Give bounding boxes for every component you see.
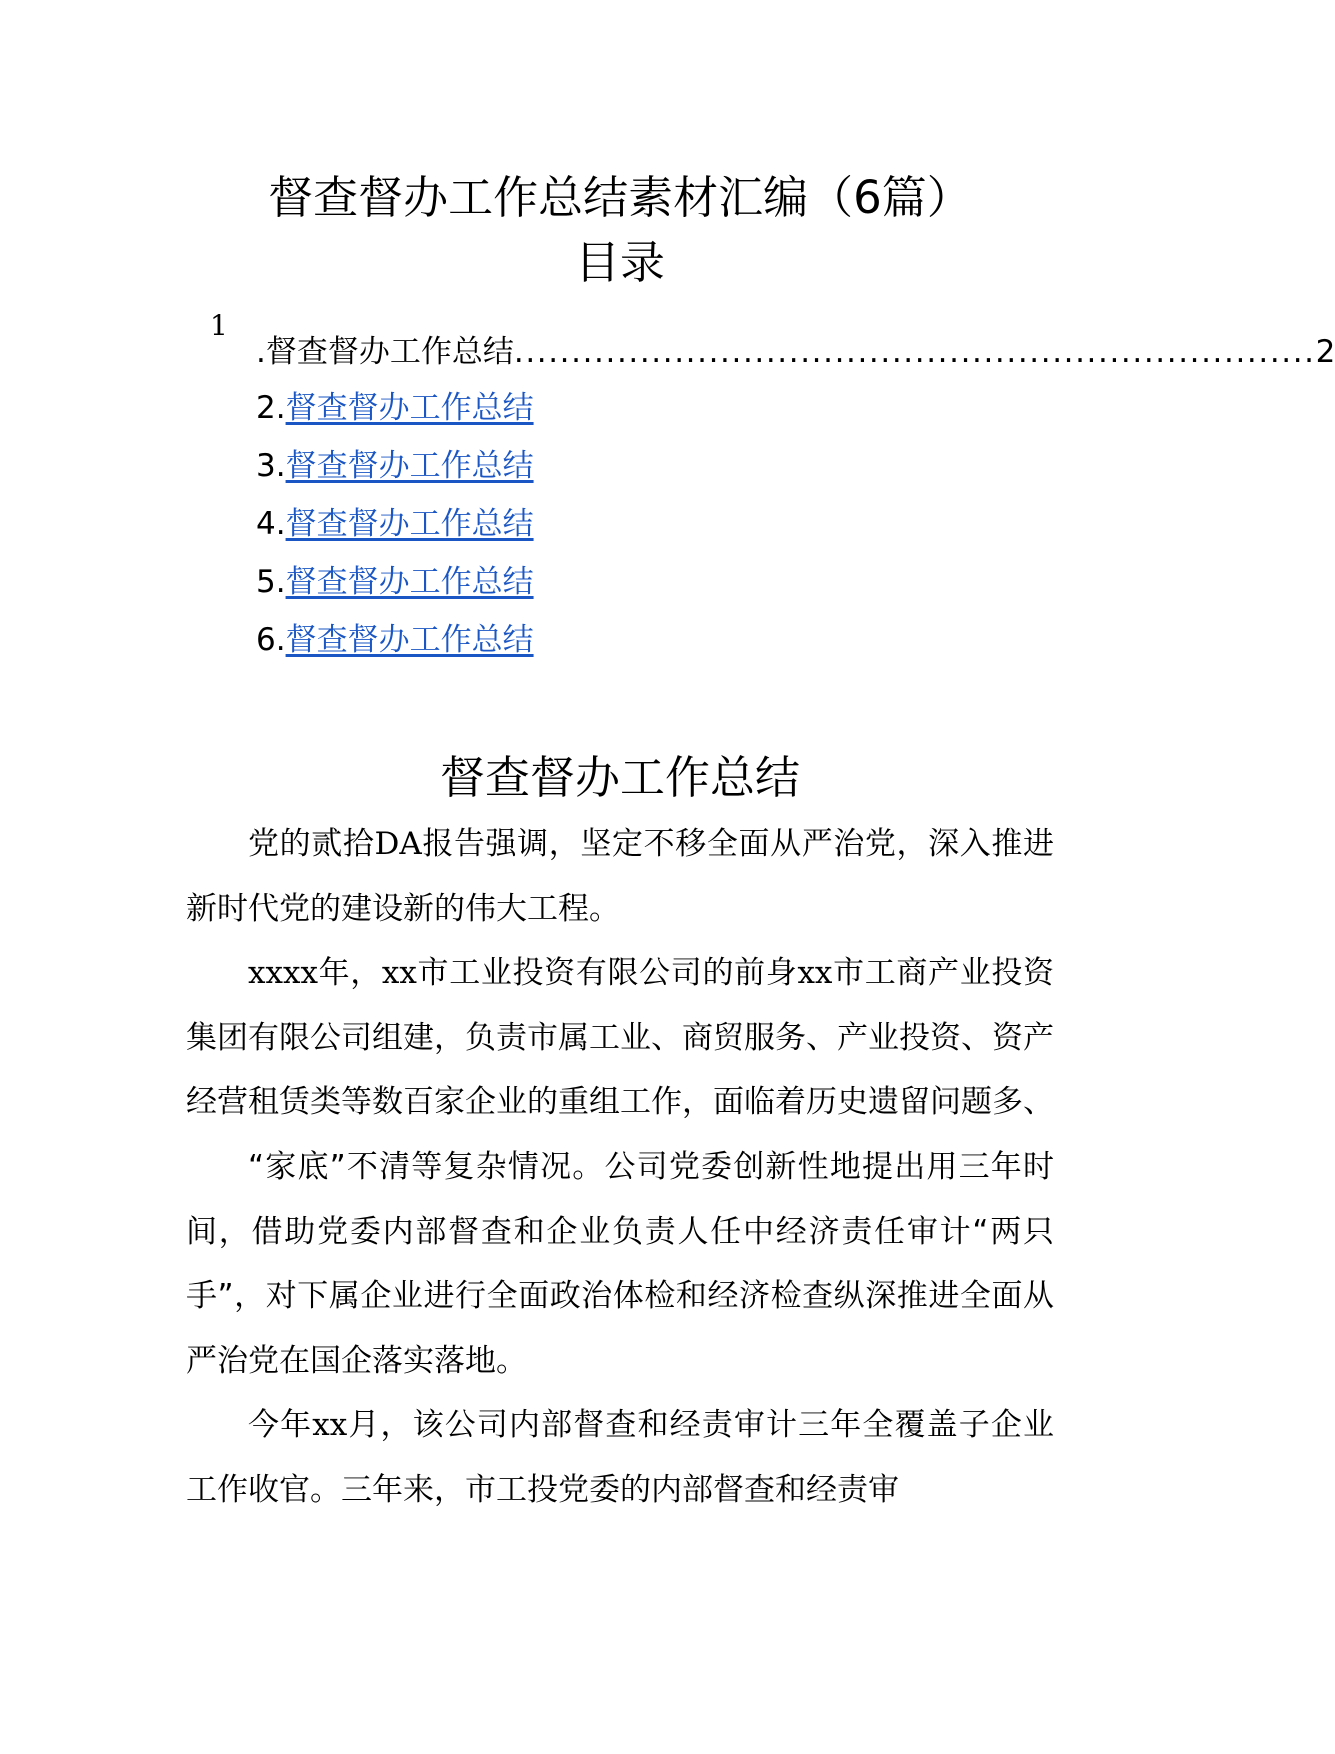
toc-entry-1[interactable] (256, 330, 1335, 374)
text-run-latin: xx (381, 955, 417, 992)
text-run-latin: DA (374, 826, 422, 862)
paragraph-4 (186, 1393, 1054, 1522)
text-run-latin: xx (312, 1407, 348, 1444)
toc-entry-link[interactable]: 督查督办工作总结 (285, 506, 534, 542)
text-run-latin: xxxx (248, 955, 318, 992)
toc-first-number: 1 (210, 309, 228, 342)
text-run: 市工商产业投资集团有限公司组建，负责市属工业、商贸服务、产业投资、资产经营租赁类等数百家企业的重组工作，面临着历史遗留问题多、 (186, 955, 1055, 1121)
toc-entry-link[interactable]: 督查督办工作总结 (285, 564, 534, 600)
toc-page-number: 2 (1315, 334, 1335, 370)
toc-entry-2 (256, 386, 534, 430)
body-text (186, 812, 1054, 1523)
text-run: 党的贰拾 (248, 826, 375, 862)
text-run-latin: xx (797, 955, 833, 992)
text-run: 今年 (248, 1407, 313, 1444)
document-title: 督查督办工作总结素材汇编（6篇） (268, 171, 972, 224)
toc-entry-number: 5. (256, 564, 286, 600)
toc-entry-5 (256, 560, 534, 604)
text-run: 报告强调，坚定不移全面从严治党，深入推进新时代党的建设新的伟大工程。 (186, 826, 1055, 927)
paragraph-2 (186, 941, 1054, 1135)
toc-entry-number: 4. (256, 506, 286, 542)
paragraph-1 (186, 812, 1054, 941)
toc-entry-link[interactable]: 督查督办工作总结 (285, 448, 534, 484)
toc-entry-link[interactable]: 督查督办工作总结 (285, 390, 534, 426)
text-run: 月，该公司内部督查和经责审计三年全覆盖子企业工作收官。三年来，市工投党委的内部督查和经责审 (186, 1407, 1055, 1508)
section-title: 督查督办工作总结 (439, 751, 800, 804)
text-run: 市工业投资有限公司的前身 (416, 955, 798, 992)
toc-leader-dots: ...................................................................... (513, 334, 1316, 370)
toc-entry-3 (256, 444, 534, 488)
toc-entry-number: 6. (256, 622, 286, 658)
text-run: 年， (317, 955, 382, 992)
toc-entry-number: 2. (256, 390, 286, 426)
toc-entry-number: 3. (256, 448, 286, 484)
paragraph-3 (186, 1135, 1054, 1393)
toc-heading: 目录 (574, 236, 665, 289)
text-run: “家底”不清等复杂情况。公司党委创新性地提出用三年时间，借助党委内部督查和企业负责人任中经济责任审计“两只手”，对下属企业进行全面政治体检和经济检查纵深推进全面从严治党在国企落实落地。 (186, 1148, 1054, 1379)
toc-entry-link[interactable]: 督查督办工作总结 (285, 622, 534, 658)
toc-entry-label: .督查督办工作总结 (256, 334, 514, 370)
toc-entry-6 (256, 618, 534, 662)
toc-entry-4 (256, 502, 534, 546)
